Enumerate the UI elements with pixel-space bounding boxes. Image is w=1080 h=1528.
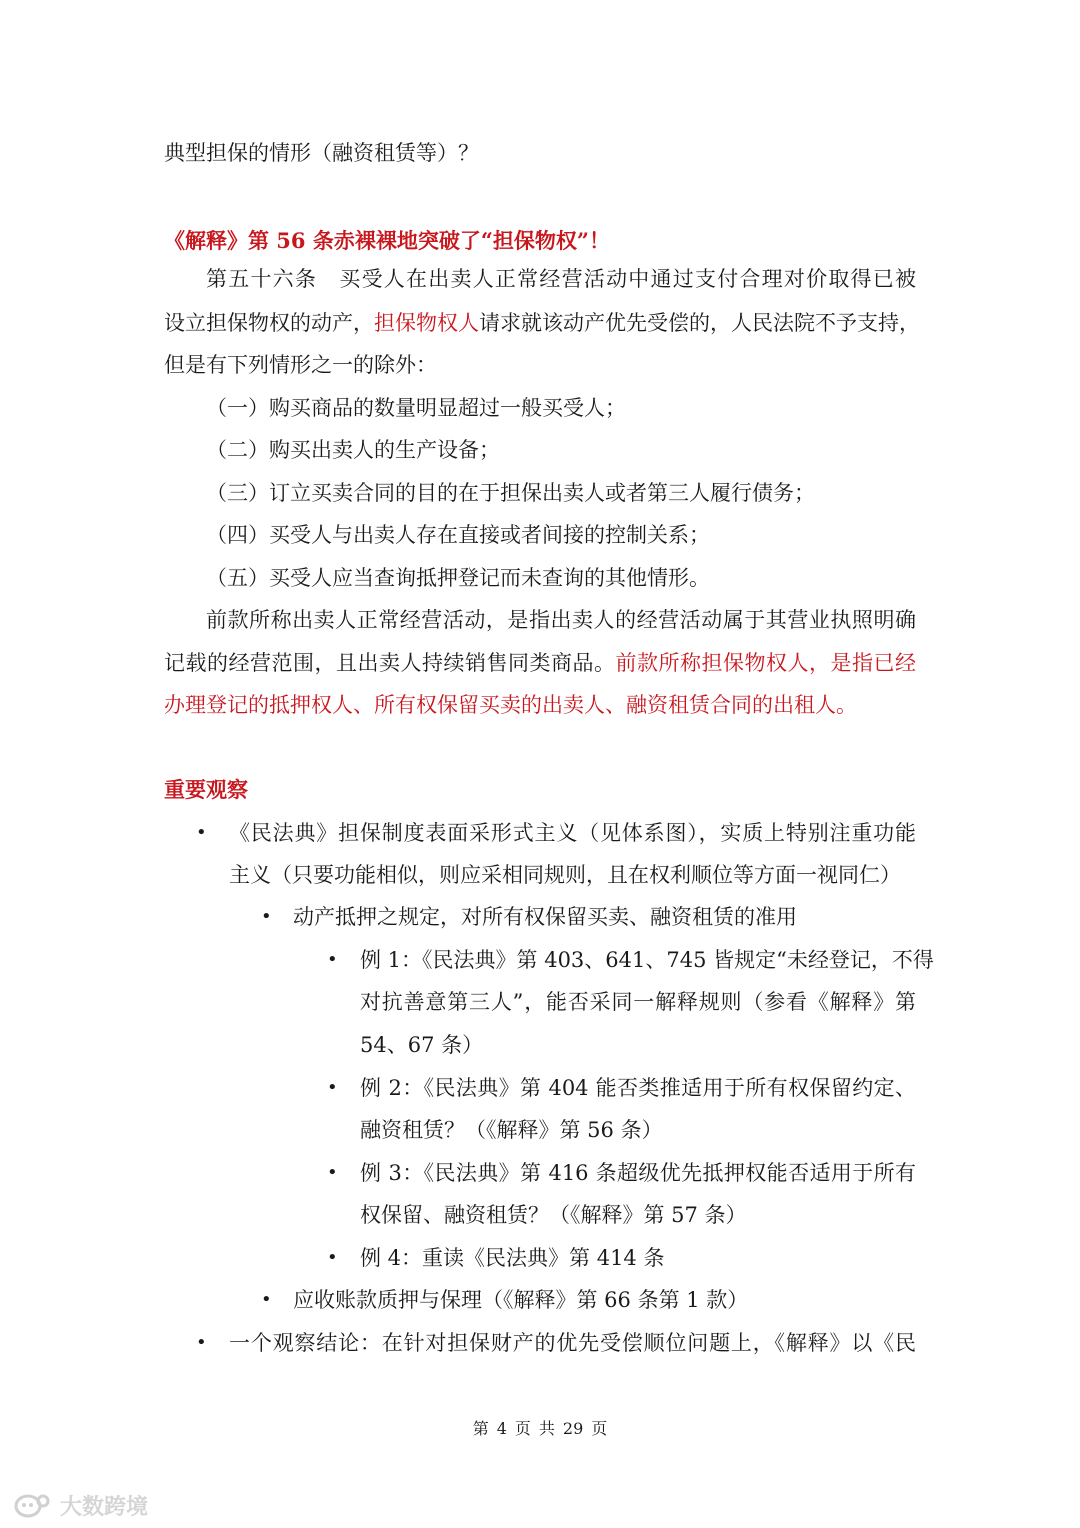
bullet-marker: • <box>327 1077 338 1098</box>
bullet-marker: • <box>327 1247 338 1268</box>
footer-page-unit: 页 <box>514 1419 531 1438</box>
obs-bullet-1-line-2: 主义（只要功能相似，则应采相同规则，且在权利顺位等方面一视同仁） <box>229 863 901 887</box>
article-56-line-6: 办理登记的抵押权人、所有权保留买卖的出卖人、融资租赁合同的出租人。 <box>164 693 857 717</box>
article-56-line-2-a: 设立担保物权的动产， <box>164 311 374 335</box>
obs-bullet-3: 应收账款质押与保理（《解释》第 66 条第 1 款） <box>293 1288 749 1312</box>
article-56-item-5: （五）买受人应当查询抵押登记而未查询的其他情形。 <box>206 566 710 590</box>
bullet-marker: • <box>261 1289 272 1310</box>
example-1-line-3: 54、67 条） <box>360 1033 484 1057</box>
heading-article-56: 《解释》第 56 条赤裸裸地突破了“担保物权”！ <box>164 228 611 253</box>
bullet-marker: • <box>327 949 338 970</box>
article-56-line-1: 第五十六条 买受人在出卖人正常经营活动中通过支付合理对价取得已被 <box>206 267 916 291</box>
bullet-marker: • <box>261 906 272 927</box>
article-56-highlight: 担保物权人 <box>374 311 479 335</box>
bullet-marker: • <box>327 1162 338 1183</box>
article-56-line-4: 前款所称出卖人正常经营活动，是指出卖人的经营活动属于其营业执照明确 <box>206 608 916 632</box>
watermark <box>12 1490 148 1521</box>
footer-total-unit: 页 <box>591 1419 608 1438</box>
article-56-line-3: 但是有下列情形之一的除外： <box>164 353 437 377</box>
watermark-text: 大数跨境 <box>60 1495 149 1520</box>
example-3-line-1: 例 3：《民法典》第 416 条超级优先抵押权能否适用于所有 <box>360 1161 916 1185</box>
bullet-marker: • <box>196 822 207 843</box>
article-56-item-1: （一）购买商品的数量明显超过一般买受人； <box>206 396 626 420</box>
heading-observations: 重要观察 <box>164 777 248 802</box>
article-56-line-5-red: 前款所称担保物权人，是指已经 <box>615 651 916 675</box>
watermark-logo-icon <box>12 1491 56 1521</box>
example-3-line-2: 权保留、融资租赁？（《解释》第 57 条） <box>360 1203 747 1227</box>
obs-bullet-4: 一个观察结论：在针对担保财产的优先受偿顺位问题上，《解释》以《民 <box>229 1331 916 1355</box>
example-4: 例 4：重读《民法典》第 414 条 <box>360 1246 665 1270</box>
footer-total-label: 共 <box>538 1419 555 1438</box>
article-56-item-3: （三）订立买卖合同的目的在于担保出卖人或者第三人履行债务； <box>206 481 815 505</box>
example-1-line-1: 例 1：《民法典》第 403、641、745 皆规定“未经登记，不得 <box>360 948 934 972</box>
intro-line: 典型担保的情形（融资租赁等）？ <box>164 141 479 165</box>
article-56-line-5 <box>164 649 916 677</box>
obs-bullet-2: 动产抵押之规定，对所有权保留买卖、融资租赁的准用 <box>293 905 797 929</box>
article-56-line-2-b: 请求就该动产优先受偿的，人民法院不予支持， <box>479 311 920 335</box>
article-56-line-2 <box>164 309 920 337</box>
footer-page-label: 第 <box>472 1419 489 1438</box>
article-56-item-2: （二）购买出卖人的生产设备； <box>206 438 500 462</box>
page-footer <box>0 1418 1080 1440</box>
example-1-line-2: 对抗善意第三人”，能否采同一解释规则（参看《解释》第 <box>360 990 916 1014</box>
article-56-item-4: （四）买受人与出卖人存在直接或者间接的控制关系； <box>206 523 710 547</box>
footer-page-number: 4 <box>496 1419 507 1438</box>
example-2-line-1: 例 2：《民法典》第 404 能否类推适用于所有权保留约定、 <box>360 1076 916 1100</box>
example-2-line-2: 融资租赁？（《解释》第 56 条） <box>360 1118 663 1142</box>
article-56-line-5-a: 记载的经营范围，且出卖人持续销售同类商品。 <box>164 651 616 675</box>
footer-total-number: 29 <box>562 1419 584 1438</box>
obs-bullet-1-line-1: 《民法典》担保制度表面采形式主义（见体系图），实质上特别注重功能 <box>229 821 916 845</box>
bullet-marker: • <box>196 1332 207 1353</box>
